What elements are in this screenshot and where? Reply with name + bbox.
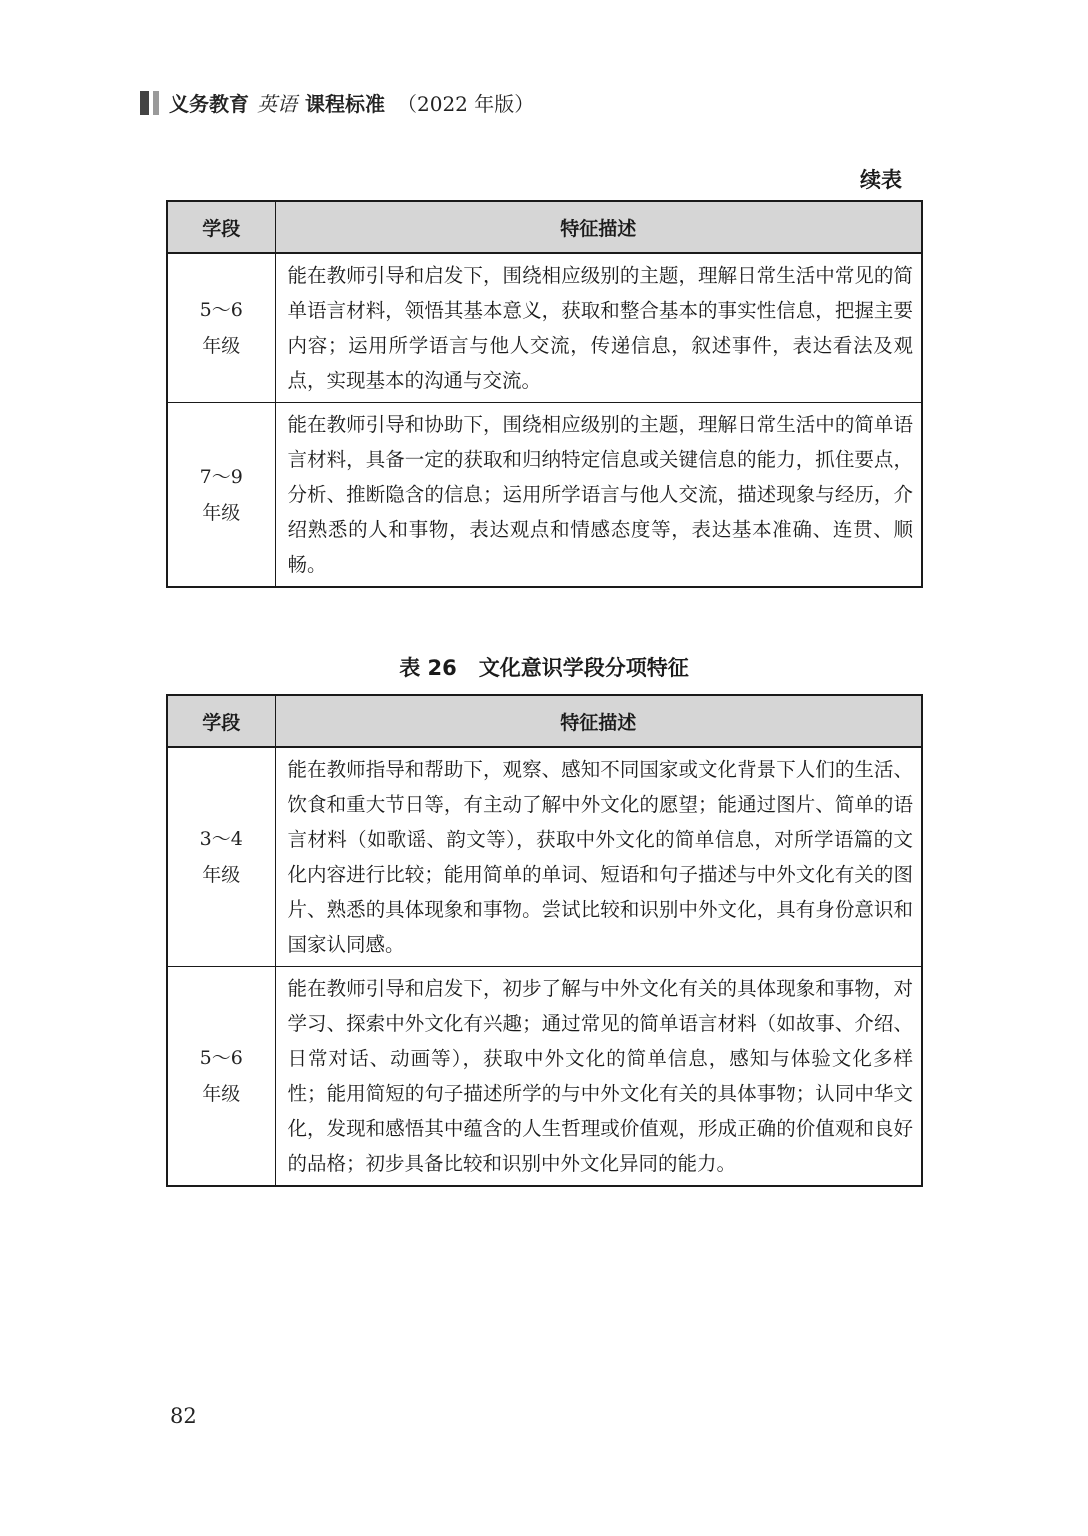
- header-bar-dark: [140, 91, 149, 115]
- table-row: [167, 253, 922, 403]
- column-header-description: 特征描述: [275, 695, 922, 747]
- continued-label: 续表: [860, 168, 902, 192]
- grade-cell: [167, 403, 275, 588]
- book-title-prefix: 义务教育: [169, 92, 249, 116]
- description-cell: 能在教师指导和帮助下，观察、感知不同国家或文化背景下人们的生活、饮食和重大节日等，有主动了解中外文化的愿望；能通过图片、简单的语言材料（如歌谣、韵文等），获取中外文化的简单信息，对所学语篇的文化内容进行比较；能用简单的单词、短语和句子描述与中外文化有关的图片、熟悉的具体现象和事物。尝试比较和识别中外文化，具有身份意识和国家认同感。: [275, 747, 922, 967]
- column-header-stage: 学段: [167, 695, 275, 747]
- description-cell: 能在教师引导和协助下，围绕相应级别的主题，理解日常生活中的简单语言材料，具备一定的获取和归纳特定信息或关键信息的能力，抓住要点，分析、推断隐含的信息；运用所学语言与他人交流，描述现象与经历，介绍熟悉的人和事物，表达观点和情感态度等，表达基本准确、连贯、顺畅。: [275, 403, 922, 588]
- column-header-stage: 学段: [167, 201, 275, 253]
- book-title: [169, 88, 534, 117]
- running-header: [140, 88, 534, 117]
- grade-unit: 年级: [202, 501, 241, 524]
- description-cell: 能在教师引导和启发下，初步了解与中外文化有关的具体现象和事物，对学习、探索中外文化有兴趣；通过常见的简单语言材料（如故事、介绍、日常对话、动画等），获取中外文化的简单信息，感知与体验文化多样性；能用简短的句子描述所学的与中外文化有关的具体事物；认同中华文化，发现和感悟其中蕴含的人生哲理或价值观，形成正确的价值观和良好的品格；初步具备比较和识别中外文化异同的能力。: [275, 967, 922, 1187]
- page-number: 82: [170, 1404, 197, 1428]
- book-title-subject: 英语: [257, 92, 297, 116]
- table-row: [167, 403, 922, 588]
- table-caption-title: 文化意识学段分项特征: [478, 656, 689, 680]
- grade-unit: 年级: [202, 335, 241, 357]
- column-header-description: 特征描述: [275, 201, 922, 253]
- book-title-suffix: 课程标准: [305, 92, 385, 116]
- grade-cell: [167, 747, 275, 967]
- table-caption-number: 表 26: [399, 656, 457, 680]
- table-caption: [0, 652, 1088, 682]
- table-continued: [166, 200, 923, 588]
- grade-cell: [167, 253, 275, 403]
- table-cultural-awareness: [166, 694, 923, 1187]
- grade-range: 5～6: [199, 299, 243, 321]
- header-bar-light: [153, 91, 159, 115]
- grade-range: 3～4: [199, 828, 243, 850]
- grade-cell: [167, 967, 275, 1187]
- table-header-row: [167, 201, 922, 253]
- table-row: [167, 967, 922, 1187]
- grade-unit: 年级: [202, 1083, 241, 1105]
- table-header-row: [167, 695, 922, 747]
- description-cell: 能在教师引导和启发下，围绕相应级别的主题，理解日常生活中常见的简单语言材料，领悟其基本意义，获取和整合基本的事实性信息，把握主要内容；运用所学语言与他人交流，传递信息，叙述事件，表达看法及观点，实现基本的沟通与交流。: [275, 253, 922, 403]
- grade-range: 5～6: [199, 1047, 243, 1069]
- header-bar-mark: [140, 91, 159, 115]
- grade-unit: 年级: [202, 864, 241, 886]
- table-row: [167, 747, 922, 967]
- book-title-edition: （2022 年版）: [397, 92, 535, 116]
- grade-range: 7～9: [199, 465, 243, 488]
